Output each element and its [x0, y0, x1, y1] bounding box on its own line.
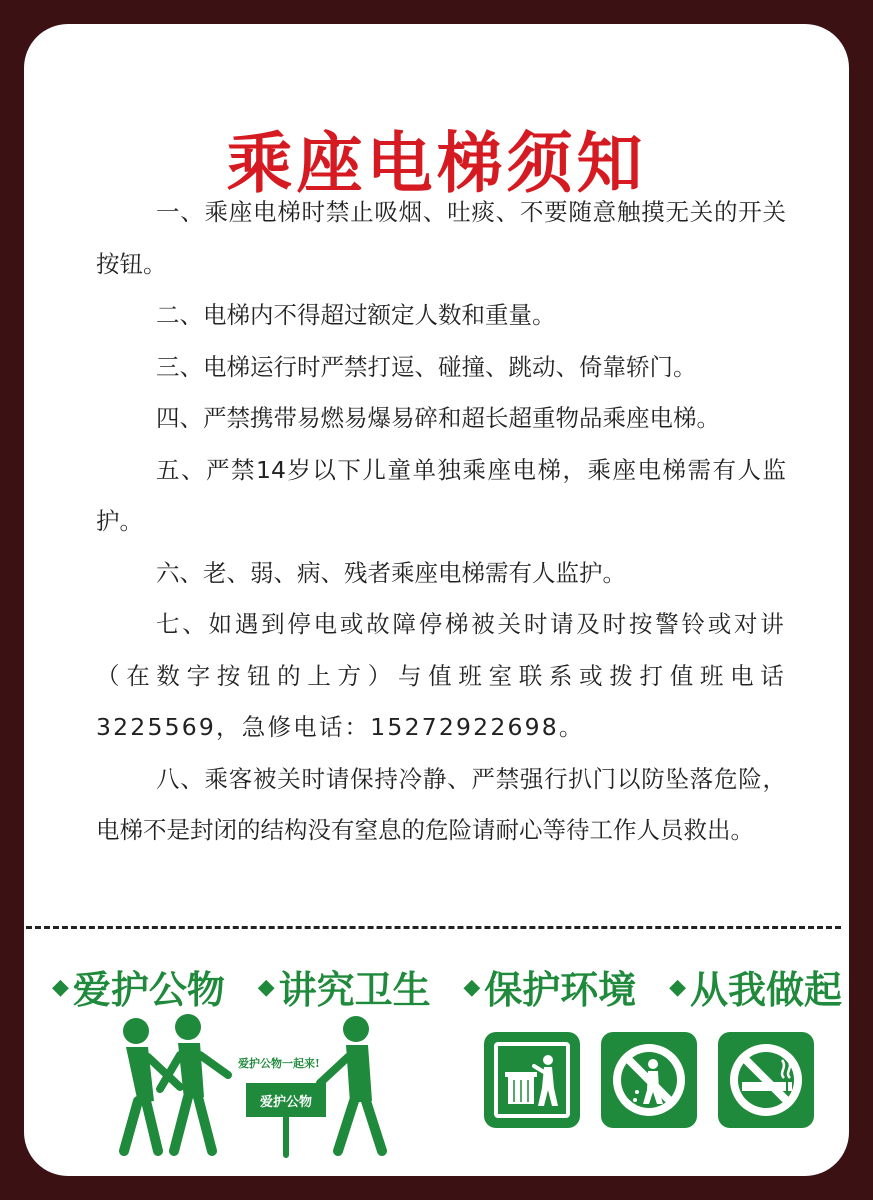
no-smoking-icon: [718, 1032, 814, 1128]
slogan-item: [52, 959, 225, 1014]
slogan-item: [463, 959, 636, 1014]
slogan-item: [669, 959, 842, 1014]
sign-icons: [484, 1032, 814, 1132]
diamond-icon: ◆: [52, 973, 69, 1000]
slogan-text: 讲究卫生: [278, 967, 431, 1012]
rule-item: 六、老、弱、病、残者乘座电梯需有人监护。: [156, 558, 626, 587]
page-title: 乘座电梯须知: [226, 125, 647, 202]
slogan-text: 保护环境: [484, 967, 637, 1012]
notice-card: [24, 24, 849, 1176]
diamond-icon: ◆: [669, 973, 686, 1000]
rule-item: 八、乘客被关时请保持冷静、严禁强行扒门以防坠落危险，电梯不是封闭的结构没有窒息的危险请耐心等待工作人员救出。: [96, 764, 786, 844]
diamond-icon: ◆: [257, 973, 275, 1000]
diamond-icon: ◆: [463, 973, 481, 1000]
rule-item: 五、严禁14岁以下儿童单独乘座电梯，乘座电梯需有人监护。: [96, 455, 786, 535]
slogan-text: 从我做起: [689, 967, 842, 1012]
rules-list: [96, 187, 786, 857]
slogan-item: [258, 959, 431, 1014]
dashed-divider: [26, 926, 841, 929]
trash-bin-icon: [484, 1032, 580, 1128]
people-illustration: [108, 1009, 438, 1159]
rule-item: 七、如遇到停电或故障停梯被关时请及时按警铃或对讲（在数字按钮的上方）与值班室联系或拨打值班电话3225569，急修电话：15272922698。: [96, 610, 786, 741]
no-littering-icon: [601, 1032, 697, 1128]
rule-item: 二、电梯内不得超过额定人数和重量。: [156, 301, 556, 329]
rule-item: 四、严禁携带易燃易爆易碎和超长超重物品乘座电梯。: [156, 404, 720, 432]
slogan-text: 爱护公物: [72, 967, 225, 1012]
slogan-bar: [52, 959, 842, 1014]
banner-text: 爱护公物一起来!: [238, 1057, 320, 1070]
rule-item: 三、电梯运行时严禁打逗、碰撞、跳动、倚靠轿门。: [156, 352, 697, 381]
rule-item: 一、乘座电梯时禁止吸烟、吐痰、不要随意触摸无关的开关按钮。: [96, 198, 786, 278]
sign-text: 爱护公物: [259, 1095, 313, 1110]
